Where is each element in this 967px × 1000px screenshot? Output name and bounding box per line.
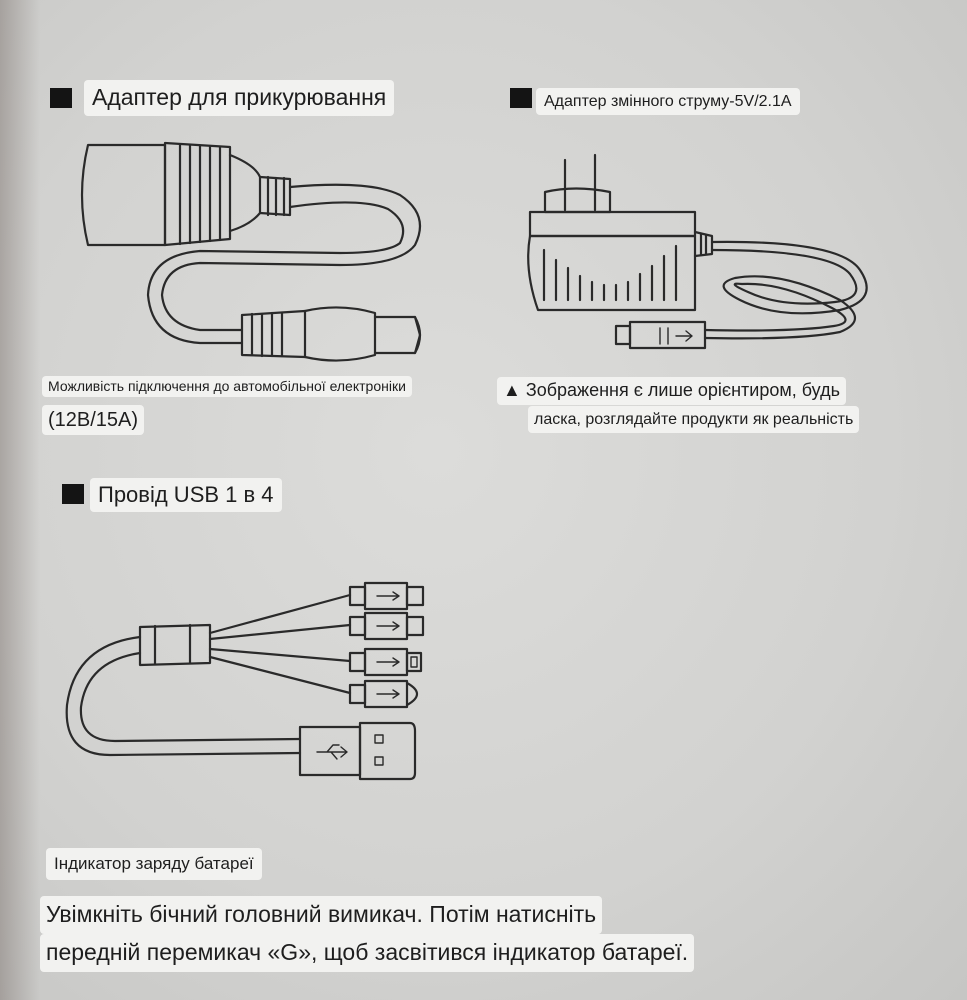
- battery-instruction-line1: Увімкніть бічний головний вимикач. Потім натисніть: [40, 896, 602, 934]
- usb-cable-title: Провід USB 1 в 4: [90, 478, 282, 512]
- usb-cable-illustration: [55, 575, 445, 790]
- ac-adapter-title: Адаптер змінного струму-5V/2.1A: [536, 88, 800, 115]
- cigarette-adapter-illustration: [70, 135, 440, 365]
- square-bullet-icon: [510, 88, 532, 108]
- cigarette-adapter-rating: (12В/15А): [42, 405, 144, 435]
- ac-adapter-note-line2: ласка, розглядайте продукти як реальність: [528, 406, 859, 433]
- cigarette-adapter-title: Адаптер для прикурювання: [84, 80, 394, 116]
- page-shadow: [0, 0, 40, 1000]
- battery-instruction-line2: передній перемикач «G», щоб засвітився індикатор батареї.: [40, 934, 694, 972]
- square-bullet-icon: [62, 484, 84, 504]
- ac-adapter-note: ▲ Зображення є лише орієнтиром, будь: [497, 377, 846, 405]
- cigarette-adapter-caption: Можливість підключення до автомобільної електроніки: [42, 376, 412, 397]
- square-bullet-icon: [50, 88, 72, 108]
- ac-adapter-illustration: [520, 150, 900, 365]
- battery-indicator-title: Індикатор заряду батареї: [46, 848, 262, 880]
